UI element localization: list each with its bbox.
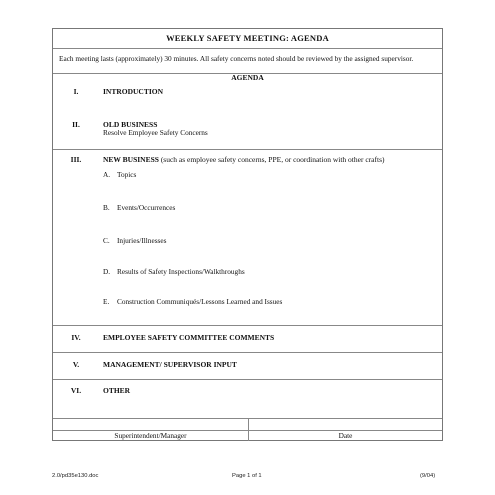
agenda-subitem <box>103 236 166 245</box>
section-number: III. <box>70 155 82 164</box>
section-title-note: (such as employee safety concerns, PPE, or coordination with other crafts) <box>158 155 385 164</box>
agenda-subitem <box>103 267 245 276</box>
footer-doc-id: 2.0/pd35e130.doc <box>52 473 99 479</box>
intro-text: Each meeting lasts (approximately) 30 minutes. All safety concerns noted should be reviewed by the assigned supervisor. <box>59 54 414 63</box>
subitem-letter: C. <box>103 236 110 245</box>
subitem-text: Results of Safety Inspections/Walkthroughs <box>117 267 245 276</box>
section-title-new-business <box>103 155 385 164</box>
agenda-subitem <box>103 170 136 179</box>
agenda-form <box>52 28 443 441</box>
divider <box>53 48 442 49</box>
signature-label-manager: Superintendent/Manager <box>114 431 187 440</box>
subitem-letter: B. <box>103 203 110 212</box>
subitem-letter: A. <box>103 170 111 179</box>
section-number: IV. <box>71 333 81 342</box>
subitem-text: Injuries/Illnesses <box>117 236 167 245</box>
subitem-text: Events/Occurrences <box>117 203 176 212</box>
divider <box>53 379 442 380</box>
subitem-text: Topics <box>117 170 137 179</box>
signature-label-date: Date <box>338 431 353 440</box>
section-title-other: OTHER <box>103 386 131 395</box>
divider <box>53 149 442 150</box>
footer-revision: (9/04) <box>420 473 436 479</box>
footer-page-number: Page 1 of 1 <box>232 473 262 479</box>
agenda-subitem <box>103 297 282 306</box>
section-title-committee-comments: EMPLOYEE SAFETY COMMITTEE COMMENTS <box>103 333 275 342</box>
section-number: II. <box>72 120 80 129</box>
divider <box>53 325 442 326</box>
section-title-introduction: INTRODUCTION <box>103 87 164 96</box>
section-number: V. <box>72 360 80 369</box>
agenda-heading: AGENDA <box>231 73 264 82</box>
section-number: VI. <box>70 386 82 395</box>
subitem-text: Construction Communiqués/Lessons Learned and Issues <box>117 297 283 306</box>
divider <box>53 352 442 353</box>
subitem-letter: E. <box>103 297 110 306</box>
section-title-supervisor-input: MANAGEMENT/ SUPERVISOR INPUT <box>103 360 237 369</box>
section-title-text: NEW BUSINESS <box>103 155 159 164</box>
agenda-subitem <box>103 203 175 212</box>
section-number: I. <box>73 87 79 96</box>
section-detail: Resolve Employee Safety Concerns <box>103 128 208 137</box>
subitem-letter: D. <box>103 267 111 276</box>
section-title-old-business: OLD BUSINESS <box>103 120 158 129</box>
form-title: WEEKLY SAFETY MEETING: AGENDA <box>166 33 329 43</box>
